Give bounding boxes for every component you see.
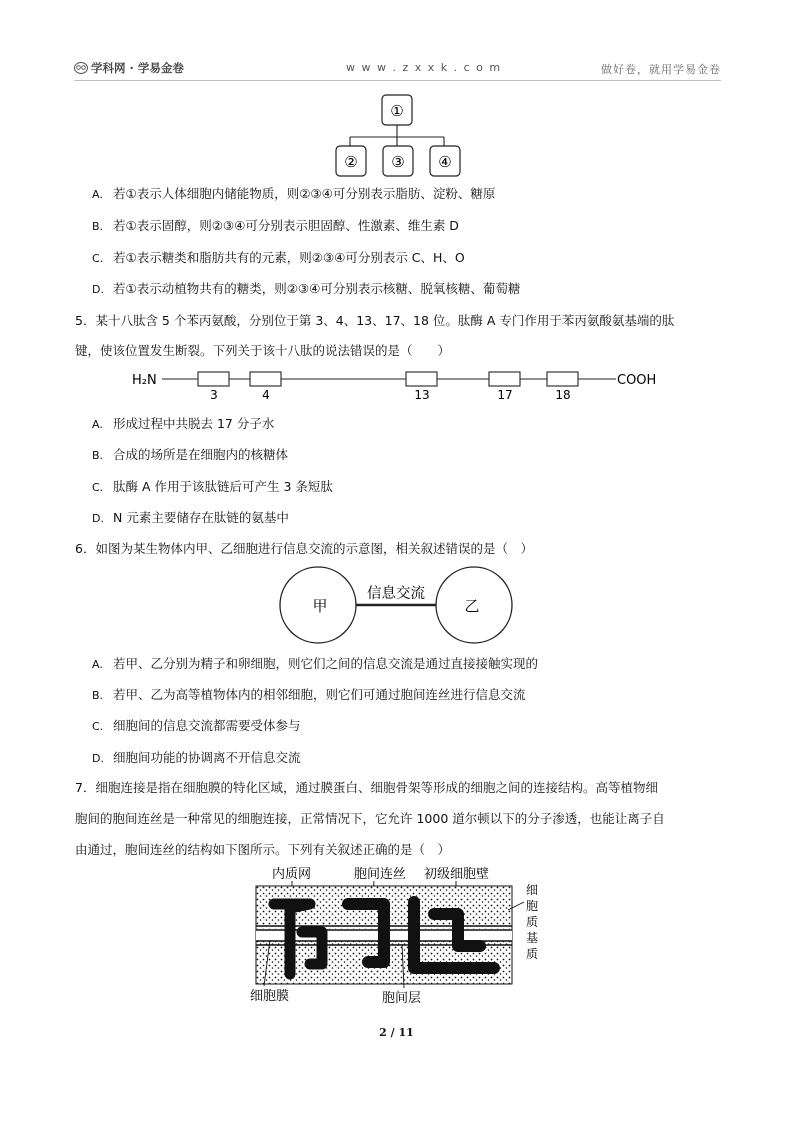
residue-box-3 bbox=[198, 372, 229, 386]
position-label-18: 18 bbox=[555, 388, 571, 402]
q7-stem-line2: 胞间的胞间连丝是一种常见的细胞连接，正常情况下，它允许 1000 道尔顿以下的分子渗透，也能让离子自 bbox=[75, 811, 665, 826]
label-matrix-2: 胞 bbox=[526, 899, 539, 913]
plasmodesma-figure bbox=[244, 862, 554, 1008]
q6-stem: 6．如图为某生物体内甲、乙细胞进行信息交流的示意图，相关叙述错误的是（ ） bbox=[75, 541, 533, 556]
label-matrix-4: 基 bbox=[526, 931, 539, 945]
tree-label-top: ① bbox=[390, 102, 404, 120]
q5-option-b: B. 合成的场所是在细胞内的核糖体 bbox=[92, 447, 289, 462]
q7-stem-line3: 由通过，胞间连丝的结构如下图所示。下列有关叙述正确的是（ ） bbox=[75, 842, 451, 857]
tree-label-2: ② bbox=[344, 153, 358, 171]
q7-stem-line1: 7．细胞连接是指在细胞膜的特化区域，通过膜蛋白、细胞骨架等形成的细胞之间的连接结构。高等植物细 bbox=[75, 780, 658, 795]
q5-option-c: C. 肽酶 A 作用于该肽链后可产生 3 条短肽 bbox=[92, 479, 333, 494]
position-label-13: 13 bbox=[414, 388, 430, 402]
label-er: 内质网 bbox=[272, 867, 312, 882]
q5-stem-line1: 5．某十八肽含 5 个苯丙氨酸，分别位于第 3、4、13、17、18 位。肽酶 A 专门作用于苯丙氨酸氨基端的肽 bbox=[75, 313, 675, 328]
tree-diagram bbox=[330, 94, 470, 180]
q6-option-a: A. 若甲、乙分别为精子和卵细胞，则它们之间的信息交流是通过直接接触实现的 bbox=[92, 656, 539, 671]
q6-option-c: C. 细胞间的信息交流都需要受体参与 bbox=[92, 718, 301, 733]
position-label-4: 4 bbox=[262, 388, 270, 402]
cell-communication-diagram bbox=[276, 565, 521, 647]
tree-label-3: ③ bbox=[391, 153, 405, 171]
header-slogan: 做好卷，就用学易金卷 bbox=[601, 63, 721, 76]
q4-option-a: A. 若①表示人体细胞内储能物质，则②③④可分别表示脂肪、淀粉、糖原 bbox=[92, 186, 496, 201]
q5-stem-line2: 键，使该位置发生断裂。下列关于该十八肽的说法错误的是（ ） bbox=[75, 343, 451, 358]
residue-box-17 bbox=[489, 372, 520, 386]
position-label-3: 3 bbox=[210, 388, 218, 402]
brand bbox=[74, 60, 184, 76]
site-url: w w w . z x x k . c o m bbox=[346, 61, 502, 74]
label-middle-lamella: 胞间层 bbox=[382, 991, 422, 1006]
q6-option-b: B. 若甲、乙为高等植物体内的相邻细胞，则它们可通过胞间连丝进行信息交流 bbox=[92, 687, 526, 702]
info-exchange-label: 信息交流 bbox=[367, 586, 425, 602]
label-cell-membrane: 细胞膜 bbox=[250, 989, 290, 1004]
chain-c-terminus: COOH bbox=[617, 373, 657, 388]
q5-option-d: D. N 元素主要储存在肽链的氨基中 bbox=[92, 510, 289, 525]
peptide-chain-diagram bbox=[128, 367, 668, 403]
cell-yi-label: 乙 bbox=[464, 597, 480, 615]
q4-option-d: D. 若①表示动植物共有的糖类，则②③④可分别表示核糖、脱氧核糖、葡萄糖 bbox=[92, 281, 521, 296]
label-matrix-1: 细 bbox=[526, 883, 539, 897]
label-plasmodesma: 胞间连丝 bbox=[354, 867, 407, 882]
residue-box-18 bbox=[547, 372, 578, 386]
q4-option-b: B. 若①表示固醇，则②③④可分别表示胆固醇、性激素、维生素 D bbox=[92, 218, 459, 233]
q4-option-c: C. 若①表示糖类和脂肪共有的元素，则②③④可分别表示 C、H、O bbox=[92, 250, 465, 265]
owl-logo-icon bbox=[74, 62, 88, 74]
residue-box-13 bbox=[406, 372, 437, 386]
chain-n-terminus: H₂N bbox=[132, 373, 157, 388]
q5-option-a: A. 形成过程中共脱去 17 分子水 bbox=[92, 416, 275, 431]
page-number: 2 / 11 bbox=[379, 1026, 414, 1039]
cell-jia-label: 甲 bbox=[312, 597, 328, 615]
tree-label-4: ④ bbox=[438, 153, 452, 171]
brand-text: 学科网 · 学易金卷 bbox=[91, 61, 184, 75]
label-matrix-3: 质 bbox=[526, 915, 539, 929]
label-primary-wall: 初级细胞壁 bbox=[424, 867, 490, 882]
position-label-17: 17 bbox=[497, 388, 513, 402]
residue-box-4 bbox=[250, 372, 281, 386]
label-matrix-5: 质 bbox=[526, 947, 539, 961]
q6-option-d: D. 细胞间功能的协调离不开信息交流 bbox=[92, 750, 301, 765]
page-header bbox=[74, 58, 721, 81]
